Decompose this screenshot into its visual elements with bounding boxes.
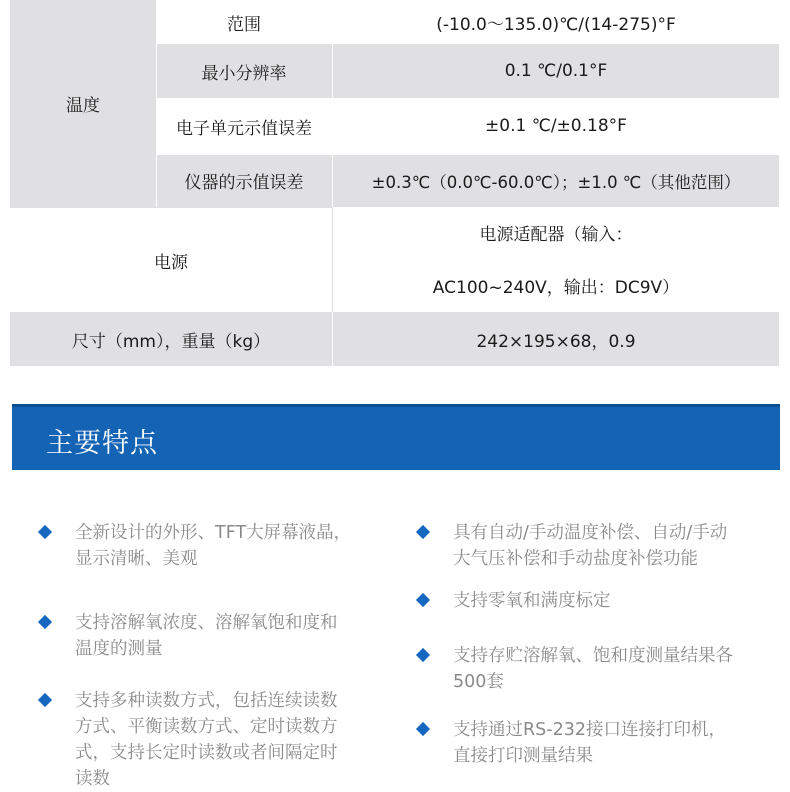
feature-item (40, 520, 390, 572)
feature-line: 全新设计的外形、TFT大屏幕液晶， (75, 523, 352, 543)
power-value-line2: AC100~240V，输出：DC9V） (432, 278, 680, 298)
power-label-cell (10, 207, 332, 312)
feature-line: 直接打印测量结果 (453, 746, 593, 766)
feature-item (40, 688, 390, 792)
power-label: 电源 (154, 252, 188, 273)
feature-line: 支持多种读数方式，包括连续读数 (75, 691, 338, 711)
size-value-cell (332, 312, 779, 366)
feature-line: 500套 (453, 672, 504, 692)
feature-text (453, 588, 611, 614)
power-value-line1: 电源适配器（输入： (479, 225, 633, 245)
feature-item (40, 610, 390, 662)
value-instrument-error-text: ±0.3℃（0.0℃-60.0℃）；±1.0 ℃（其他范围） (371, 172, 741, 192)
feature-line: 式，支持长定时读数或者间隔定时 (75, 743, 338, 763)
temperature-group-label (10, 0, 156, 207)
size-label: 尺寸（mm），重量（kg） (71, 331, 271, 352)
feature-text (453, 717, 726, 769)
column-divider (156, 0, 157, 207)
size-value: 242×195×68，0.9 (476, 331, 636, 352)
diamond-bullet-icon (38, 525, 52, 539)
param-instrument-error-label: 仪器的示值误差 (184, 173, 304, 193)
feature-line: 支持溶解氧浓度、溶解氧饱和度和 (75, 613, 338, 633)
param-instrument-error (156, 154, 332, 207)
feature-line: 具有自动/手动温度补偿、自动/手动 (453, 523, 728, 543)
param-range-label: 范围 (227, 14, 261, 35)
param-resolution-label: 最小分辨率 (201, 63, 287, 84)
param-resolution (156, 44, 332, 98)
features-banner (12, 404, 780, 470)
param-electronic-error (156, 98, 332, 154)
value-electronic-error (332, 98, 779, 154)
feature-text (75, 688, 338, 792)
feature-text (453, 643, 733, 695)
param-electronic-error-label: 电子单元示值误差 (176, 118, 312, 139)
temperature-label: 温度 (66, 96, 100, 116)
feature-line: 方式、平衡读数方式、定时读数方 (75, 717, 338, 737)
feature-text (75, 520, 351, 572)
feature-item (418, 643, 778, 695)
power-value-cell (332, 207, 779, 312)
feature-item (418, 520, 778, 572)
feature-line: 显示清晰、美观 (75, 549, 198, 569)
diamond-bullet-icon (416, 525, 430, 539)
size-label-cell (10, 312, 332, 366)
value-electronic-error-text: ±0.1 ℃/±0.18°F (485, 116, 627, 136)
diamond-bullet-icon (416, 593, 430, 607)
spec-table (10, 0, 779, 366)
diamond-bullet-icon (38, 615, 52, 629)
value-resolution-text: 0.1 ℃/0.1°F (504, 61, 608, 81)
banner-title: 主要特点 (46, 428, 158, 459)
feature-line: 支持存贮溶解氧、饱和度测量结果各 (453, 646, 733, 666)
diamond-bullet-icon (416, 648, 430, 662)
feature-line: 温度的测量 (75, 639, 163, 659)
feature-item (418, 717, 778, 769)
feature-line: 大气压补偿和手动盐度补偿功能 (453, 549, 698, 569)
value-resolution (332, 44, 779, 98)
value-range-text: (-10.0～135.0)℃/(14-275)°F (436, 14, 676, 35)
feature-text (75, 610, 338, 662)
feature-item (418, 588, 778, 614)
value-range (332, 0, 779, 44)
diamond-bullet-icon (38, 693, 52, 707)
row-divider (156, 154, 779, 155)
feature-line: 读数 (75, 769, 110, 789)
feature-text (453, 520, 727, 572)
diamond-bullet-icon (416, 722, 430, 736)
value-instrument-error (332, 154, 779, 207)
param-range (156, 0, 332, 44)
feature-line: 支持零氧和满度标定 (453, 591, 611, 611)
feature-line: 支持通过RS-232接口连接打印机， (453, 720, 726, 740)
row-divider (156, 98, 779, 99)
